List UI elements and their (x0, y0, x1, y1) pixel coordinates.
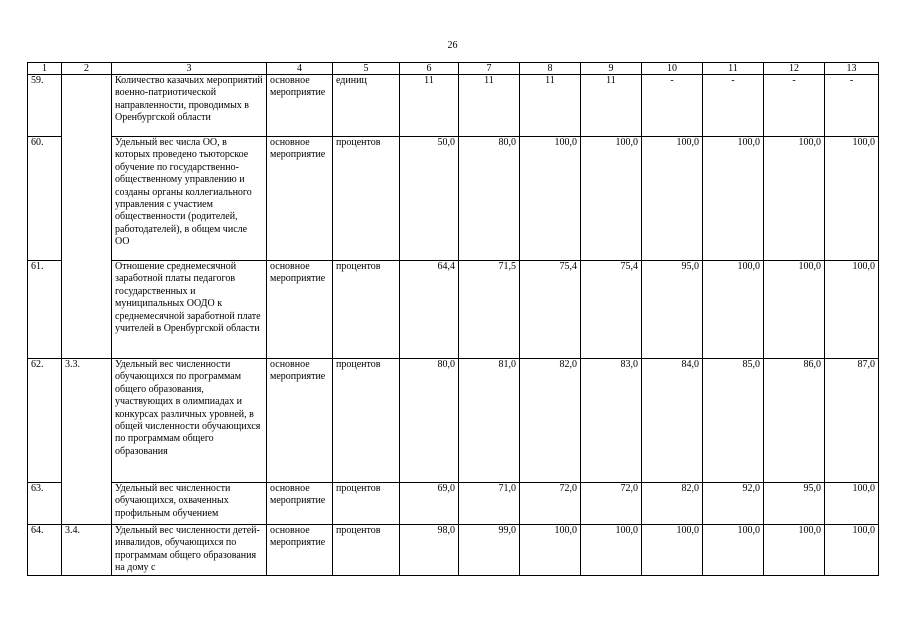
row-number: 61. (28, 261, 62, 359)
table-row (28, 261, 879, 359)
header-row (28, 63, 879, 75)
header-cell: 13 (825, 63, 879, 75)
value-cell: 11 (581, 75, 642, 137)
indicator-text: Отношение среднемесячной заработной платы педагогов государственных и муниципальных ООДО к среднемесячной заработной плате учителей в Оренбургской области (112, 261, 267, 359)
activity-type: основное мероприятие (267, 75, 333, 137)
value-cell: 50,0 (400, 137, 459, 261)
value-cell: 71,0 (459, 483, 520, 525)
table-row (28, 75, 879, 137)
header-cell: 6 (400, 63, 459, 75)
activity-type: основное мероприятие (267, 525, 333, 576)
value-cell: 85,0 (703, 359, 764, 483)
value-cell: 100,0 (581, 525, 642, 576)
value-cell: 100,0 (703, 261, 764, 359)
value-cell: 100,0 (764, 261, 825, 359)
unit-cell: процентов (333, 359, 400, 483)
table-row (28, 483, 879, 525)
value-cell: 82,0 (520, 359, 581, 483)
row-number: 62. (28, 359, 62, 483)
indicator-text: Количество казачьих мероприятий военно-патриотической направленности, проводимых в Оренбургской области (112, 75, 267, 137)
section-cell: 3.3. (62, 359, 112, 525)
activity-type: основное мероприятие (267, 483, 333, 525)
value-cell: 80,0 (400, 359, 459, 483)
value-cell: 75,4 (520, 261, 581, 359)
header-cell: 8 (520, 63, 581, 75)
unit-cell: единиц (333, 75, 400, 137)
value-cell: 100,0 (520, 525, 581, 576)
row-number: 64. (28, 525, 62, 576)
value-cell: 11 (400, 75, 459, 137)
unit-cell: процентов (333, 261, 400, 359)
value-cell: 82,0 (642, 483, 703, 525)
value-cell: 100,0 (520, 137, 581, 261)
row-number: 63. (28, 483, 62, 525)
value-cell: 100,0 (764, 525, 825, 576)
value-cell: 98,0 (400, 525, 459, 576)
header-cell: 12 (764, 63, 825, 75)
value-cell: 92,0 (703, 483, 764, 525)
row-number: 59. (28, 75, 62, 137)
table-row (28, 137, 879, 261)
value-cell: 100,0 (825, 261, 879, 359)
header-cell: 11 (703, 63, 764, 75)
header-cell: 9 (581, 63, 642, 75)
header-cell: 1 (28, 63, 62, 75)
value-cell: - (703, 75, 764, 137)
value-cell: 100,0 (642, 137, 703, 261)
header-cell: 4 (267, 63, 333, 75)
unit-cell: процентов (333, 525, 400, 576)
value-cell: 95,0 (764, 483, 825, 525)
activity-type: основное мероприятие (267, 261, 333, 359)
value-cell: 86,0 (764, 359, 825, 483)
activity-type: основное мероприятие (267, 359, 333, 483)
row-number: 60. (28, 137, 62, 261)
value-cell: 84,0 (642, 359, 703, 483)
table-row (28, 359, 879, 483)
value-cell: - (764, 75, 825, 137)
value-cell: 100,0 (642, 525, 703, 576)
indicator-text: Удельный вес численности обучающихся по программам общего образования, участвующих в олимпиадах и конкурсах различных уровней, в общей численности обучающихся по программам общего образования (112, 359, 267, 483)
indicator-text: Удельный вес числа ОО, в которых проведено тьюторское обучение по государственно-общественному управлению и созданы органы коллегиального управления с участием общественности (родителей, работодателей), в общем числе ОО (112, 137, 267, 261)
value-cell: 72,0 (581, 483, 642, 525)
header-cell: 2 (62, 63, 112, 75)
section-cell: 3.4. (62, 525, 112, 576)
value-cell: 100,0 (764, 137, 825, 261)
unit-cell: процентов (333, 137, 400, 261)
value-cell: 75,4 (581, 261, 642, 359)
value-cell: 80,0 (459, 137, 520, 261)
header-cell: 7 (459, 63, 520, 75)
header-cell: 3 (112, 63, 267, 75)
value-cell: 83,0 (581, 359, 642, 483)
value-cell: 11 (520, 75, 581, 137)
value-cell: 100,0 (825, 525, 879, 576)
header-cell: 5 (333, 63, 400, 75)
value-cell: 95,0 (642, 261, 703, 359)
value-cell: 64,4 (400, 261, 459, 359)
indicators-table (27, 62, 879, 576)
value-cell: 100,0 (703, 137, 764, 261)
activity-type: основное мероприятие (267, 137, 333, 261)
value-cell: 81,0 (459, 359, 520, 483)
indicator-text: Удельный вес численности обучающихся, охваченных профильным обучением (112, 483, 267, 525)
value-cell: 100,0 (581, 137, 642, 261)
page-number: 26 (447, 40, 458, 51)
value-cell: 69,0 (400, 483, 459, 525)
table-row (28, 525, 879, 576)
unit-cell: процентов (333, 483, 400, 525)
value-cell: 99,0 (459, 525, 520, 576)
value-cell: - (642, 75, 703, 137)
section-cell (62, 75, 112, 359)
value-cell: 100,0 (825, 137, 879, 261)
value-cell: 100,0 (703, 525, 764, 576)
value-cell: 71,5 (459, 261, 520, 359)
indicator-text: Удельный вес численности детей-инвалидов, обучающихся по программам общего образования на дому с (112, 525, 267, 576)
value-cell: - (825, 75, 879, 137)
value-cell: 100,0 (825, 483, 879, 525)
value-cell: 87,0 (825, 359, 879, 483)
header-cell: 10 (642, 63, 703, 75)
value-cell: 72,0 (520, 483, 581, 525)
value-cell: 11 (459, 75, 520, 137)
